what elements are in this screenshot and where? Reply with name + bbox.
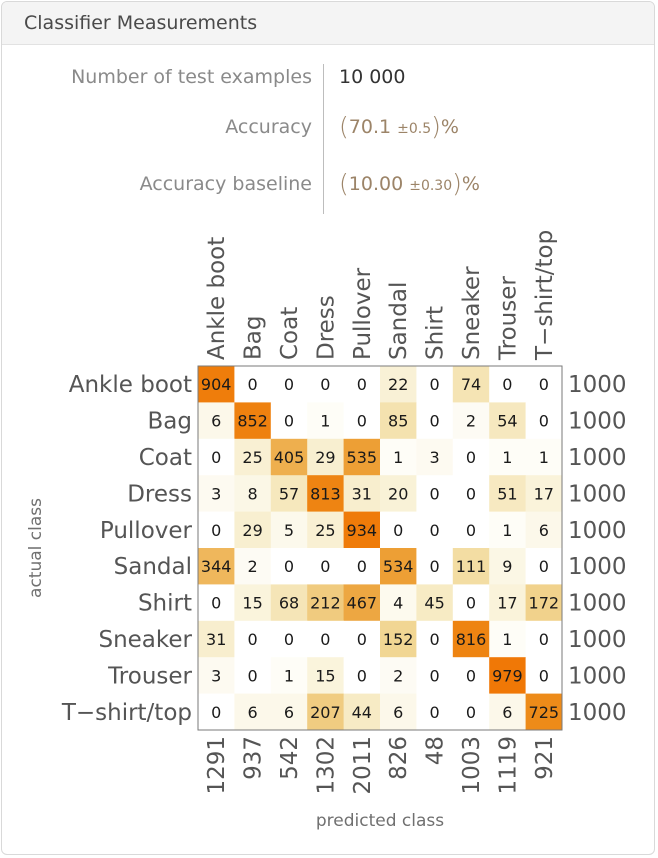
cell-value: 17 bbox=[497, 593, 518, 613]
y-axis-label: actual class bbox=[26, 498, 46, 598]
row-total: 1000 bbox=[568, 663, 627, 690]
cell-value: 5 bbox=[283, 520, 295, 540]
cell-value: 6 bbox=[283, 702, 295, 722]
cell-value: 54 bbox=[497, 411, 518, 431]
column-label-trouser: Trouser bbox=[495, 276, 522, 360]
column-total: 2011 bbox=[349, 736, 376, 795]
cell-value: 0 bbox=[283, 557, 295, 577]
cell-value: 0 bbox=[393, 520, 404, 540]
cell-value: 0 bbox=[465, 666, 477, 686]
cell-value: 3 bbox=[211, 484, 222, 504]
row-label-sandal: Sandal bbox=[113, 554, 192, 581]
accuracy-unit: % bbox=[440, 116, 459, 138]
cell-value: 51 bbox=[497, 484, 518, 504]
column-total: 1291 bbox=[204, 736, 231, 795]
cell-value: 934 bbox=[346, 520, 378, 540]
cell-value: 0 bbox=[320, 375, 331, 395]
row-total: 1000 bbox=[568, 699, 627, 726]
cell-value: 1 bbox=[393, 448, 404, 467]
column-label-coat: Coat bbox=[277, 306, 303, 360]
cell-value: 535 bbox=[346, 448, 378, 467]
column-label-bag: Bag bbox=[240, 315, 267, 360]
cell-value: 344 bbox=[200, 557, 232, 577]
cell-value: 6 bbox=[538, 520, 549, 540]
cell-value: 25 bbox=[315, 520, 336, 540]
column-total: 48 bbox=[422, 736, 449, 766]
cell-value: 0 bbox=[429, 375, 440, 395]
panel-title: Classifier Measurements bbox=[24, 12, 258, 34]
cell-value: 2 bbox=[393, 666, 404, 686]
column-total: 937 bbox=[240, 736, 267, 780]
column-total: 826 bbox=[386, 736, 413, 780]
cell-value: 57 bbox=[278, 484, 300, 504]
column-label-sandal: Sandal bbox=[386, 281, 413, 360]
cell-value: 29 bbox=[242, 520, 263, 540]
row-total: 1000 bbox=[568, 590, 627, 617]
column-label-pullover: Pullover bbox=[349, 267, 376, 360]
cell-value: 15 bbox=[315, 666, 336, 686]
cell-value: 152 bbox=[382, 630, 414, 649]
cell-value: 0 bbox=[502, 375, 513, 395]
cell-value: 725 bbox=[528, 702, 560, 722]
row-label-bag: Bag bbox=[147, 408, 192, 435]
cell-value: 6 bbox=[393, 702, 404, 722]
cell-value: 85 bbox=[388, 411, 409, 431]
cell-value: 9 bbox=[502, 557, 513, 577]
cell-value: 0 bbox=[538, 557, 549, 577]
cell-value: 0 bbox=[283, 411, 295, 431]
cell-value: 3 bbox=[211, 666, 222, 686]
baseline-unit: % bbox=[461, 173, 480, 195]
column-label-shirt: Shirt bbox=[422, 305, 449, 360]
row-total: 1000 bbox=[568, 372, 627, 399]
cell-value: 0 bbox=[429, 630, 440, 649]
cell-value: 0 bbox=[429, 520, 440, 540]
cell-value: 45 bbox=[424, 593, 445, 613]
cell-value: 17 bbox=[533, 484, 554, 504]
test-examples-value: 10 000 bbox=[339, 66, 406, 88]
cell-value: 31 bbox=[351, 484, 372, 504]
test-examples-label: Number of test examples bbox=[71, 66, 312, 88]
baseline-label: Accuracy baseline bbox=[139, 173, 312, 195]
cell-value: 904 bbox=[200, 375, 232, 395]
cell-value: 0 bbox=[283, 375, 295, 395]
cell-value: 6 bbox=[247, 702, 258, 722]
cell-value: 1 bbox=[538, 448, 549, 467]
column-label-t-shirt-top: T−shirt/top bbox=[531, 229, 558, 360]
cell-value: 0 bbox=[356, 630, 367, 649]
column-label-ankle-boot: Ankle boot bbox=[204, 236, 231, 360]
cell-value: 0 bbox=[320, 630, 331, 649]
cell-value: 172 bbox=[528, 593, 560, 613]
cell-value: 0 bbox=[356, 375, 367, 395]
cell-value: 1 bbox=[320, 411, 331, 431]
cell-value: 20 bbox=[388, 484, 409, 504]
cell-value: 0 bbox=[247, 666, 258, 686]
cell-value: 0 bbox=[247, 630, 258, 649]
cell-value: 0 bbox=[465, 702, 477, 722]
cell-value: 1 bbox=[502, 520, 513, 540]
cell-value: 0 bbox=[211, 520, 222, 540]
baseline-number: 10.00 bbox=[348, 173, 404, 195]
cell-value: 44 bbox=[351, 702, 372, 722]
cell-value: 0 bbox=[538, 375, 549, 395]
column-total: 921 bbox=[531, 736, 558, 780]
cell-value: 207 bbox=[310, 702, 341, 722]
cell-value: 0 bbox=[538, 411, 549, 431]
cell-value: 0 bbox=[465, 593, 477, 613]
cell-value: 534 bbox=[382, 557, 414, 577]
column-label-sneaker: Sneaker bbox=[459, 266, 485, 360]
cell-value: 0 bbox=[356, 411, 367, 431]
cell-value: 0 bbox=[211, 593, 222, 613]
row-label-shirt: Shirt bbox=[137, 590, 192, 617]
accuracy-error: ±0.5 bbox=[397, 121, 432, 137]
cell-value: 0 bbox=[320, 557, 331, 577]
cell-value: 0 bbox=[538, 630, 549, 649]
cell-value: 0 bbox=[465, 448, 477, 467]
cell-value: 0 bbox=[465, 520, 477, 540]
row-label-ankle-boot: Ankle boot bbox=[68, 372, 192, 399]
row-total: 1000 bbox=[568, 408, 627, 435]
cell-value: 0 bbox=[429, 484, 440, 504]
cell-value: 31 bbox=[206, 630, 227, 649]
row-label-trouser: Trouser bbox=[108, 663, 192, 690]
cell-value: 0 bbox=[538, 666, 549, 686]
cell-value: 1 bbox=[283, 666, 295, 686]
cell-value: 6 bbox=[502, 702, 513, 722]
row-total: 1000 bbox=[568, 481, 627, 508]
cell-value: 74 bbox=[460, 375, 482, 395]
accuracy-label: Accuracy bbox=[225, 116, 312, 138]
cell-value: 979 bbox=[492, 666, 523, 686]
cell-value: 4 bbox=[393, 593, 404, 613]
baseline-value: (10.00 ±0.30)% bbox=[339, 169, 480, 198]
cell-value: 3 bbox=[429, 448, 440, 467]
row-total: 1000 bbox=[568, 627, 627, 653]
cell-value: 6 bbox=[211, 411, 222, 431]
cell-value: 25 bbox=[242, 448, 263, 467]
cell-value: 0 bbox=[465, 484, 477, 504]
row-label-pullover: Pullover bbox=[99, 517, 192, 544]
cell-value: 0 bbox=[356, 666, 367, 686]
baseline-error: ±0.30 bbox=[409, 178, 453, 194]
cell-value: 813 bbox=[310, 484, 341, 504]
row-total: 1000 bbox=[568, 445, 627, 471]
cell-value: 1 bbox=[502, 630, 513, 649]
cell-value: 212 bbox=[310, 593, 341, 613]
cell-value: 15 bbox=[242, 593, 263, 613]
accuracy-value: (70.1 ±0.5)% bbox=[339, 112, 459, 141]
column-label-dress: Dress bbox=[313, 295, 340, 360]
cell-value: 816 bbox=[455, 630, 487, 649]
column-total: 1003 bbox=[459, 736, 485, 795]
row-label-sneaker: Sneaker bbox=[98, 627, 192, 653]
cell-value: 29 bbox=[315, 448, 336, 467]
cell-value: 111 bbox=[455, 557, 487, 577]
cell-value: 0 bbox=[429, 702, 440, 722]
cell-value: 1 bbox=[502, 448, 513, 467]
cell-value: 467 bbox=[346, 593, 378, 613]
cell-value: 22 bbox=[388, 375, 409, 395]
row-label-dress: Dress bbox=[127, 481, 192, 508]
column-total: 542 bbox=[277, 736, 303, 780]
cell-value: 2 bbox=[247, 557, 258, 577]
column-total: 1119 bbox=[495, 736, 522, 795]
cell-value: 8 bbox=[247, 484, 258, 504]
cell-value: 852 bbox=[237, 411, 268, 431]
cell-value: 2 bbox=[465, 411, 477, 431]
cell-value: 0 bbox=[211, 448, 222, 467]
row-total: 1000 bbox=[568, 554, 627, 581]
cell-value: 0 bbox=[211, 702, 222, 722]
x-axis-label: predicted class bbox=[315, 811, 445, 831]
cell-value: 0 bbox=[283, 630, 295, 649]
row-total: 1000 bbox=[568, 517, 627, 544]
column-total: 1302 bbox=[313, 736, 340, 795]
cell-value: 405 bbox=[273, 448, 305, 467]
cell-value: 0 bbox=[429, 411, 440, 431]
cell-value: 0 bbox=[247, 375, 258, 395]
cell-value: 0 bbox=[356, 557, 367, 577]
cell-value: 0 bbox=[429, 666, 440, 686]
row-label-t-shirt-top: T−shirt/top bbox=[61, 699, 192, 726]
cell-value: 0 bbox=[429, 557, 440, 577]
cell-value: 68 bbox=[278, 593, 300, 613]
row-label-coat: Coat bbox=[138, 445, 192, 471]
accuracy-number: 70.1 bbox=[348, 116, 392, 138]
